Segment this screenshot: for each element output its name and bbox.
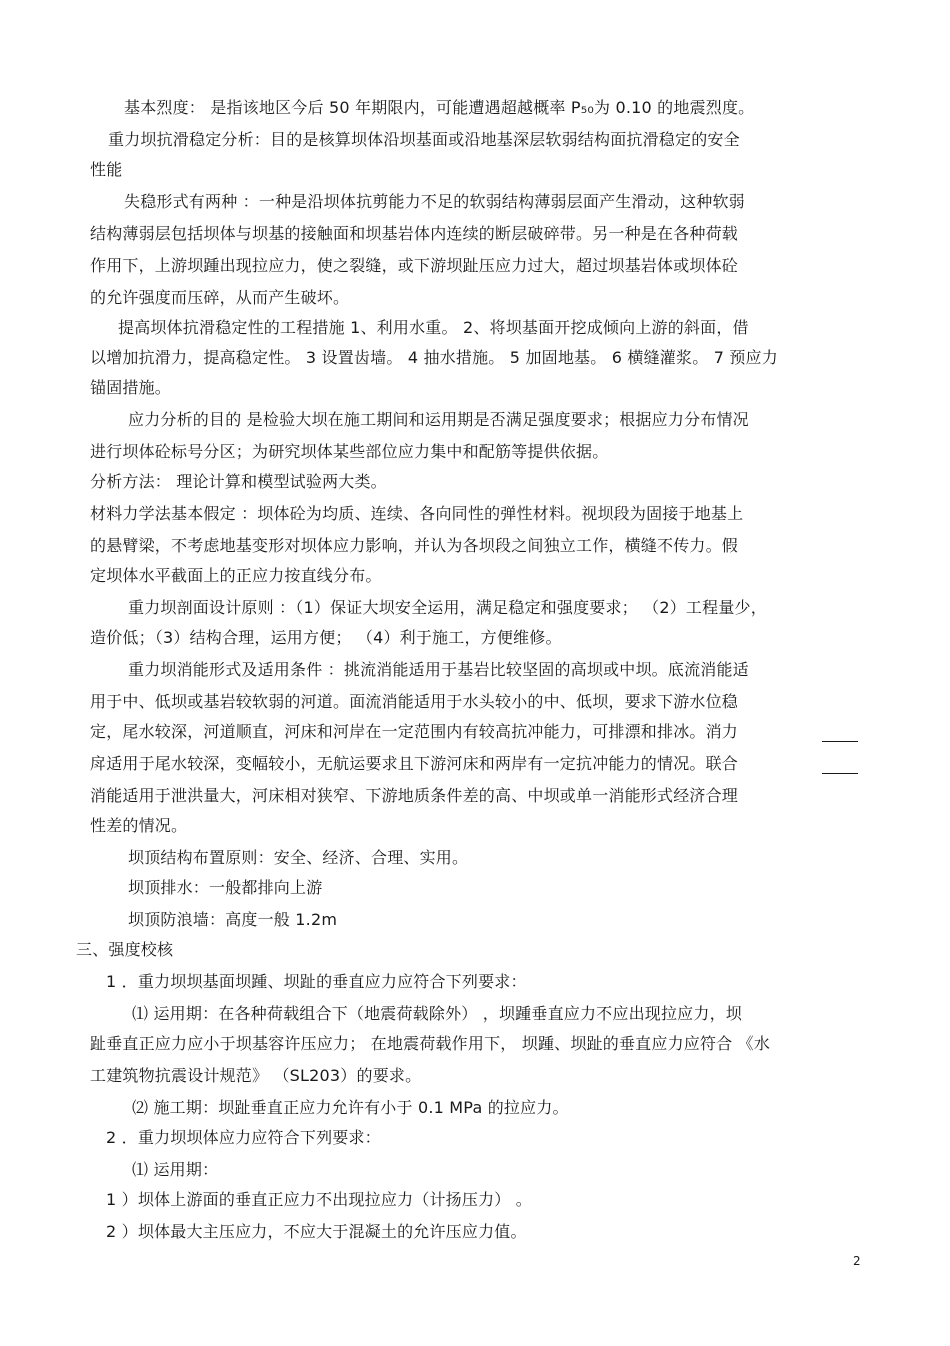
list-item: 2 ）坝体最大主压应力，不应大于混凝土的允许压应力值。 (106, 1222, 527, 1241)
paragraph-line: 进行坝体砼标号分区；为研究坝体某些部位应力集中和配筋等提供依据。 (90, 442, 609, 461)
paragraph-line: 造价低；（3）结构合理，运用方便； （4）利于施工，方便维修。 (90, 628, 562, 647)
paragraph-line: 以增加抗滑力，提高稳定性。 3 设置齿墙。 4 抽水措施。 5 加固地基。 6 横缝灌浆。 7 预应力 (90, 348, 778, 367)
paragraph-seismic-intensity: 基本烈度： 是指该地区今后 50 年期限内，可能遭遇超越概率 P₅₀为 0.10 的地震烈度。 (124, 98, 755, 117)
underline-mark (822, 741, 858, 742)
paragraph-line: 作用下，上游坝踵出现拉应力，使之裂缝，或下游坝趾压应力过大，超过坝基岩体或坝体砼 (90, 256, 739, 275)
paragraph-line: 定，尾水较深，河道顺直，河床和河岸在一定范围内有较高抗冲能力，可排漂和排冰。消力 (90, 722, 739, 741)
paragraph-material-mechanics: 材料力学法基本假定 ：坝体砼为均质、连续、各向同性的弹性材料。视坝段为固接于地基上 (90, 504, 744, 523)
paragraph-line: 的允许强度而压碎，从而产生破坏。 (90, 288, 350, 307)
paragraph-line: 的悬臂梁，不考虑地基变形对坝体应力影响，并认为各坝段之间独立工作，横缝不传力。假 (90, 536, 739, 555)
paragraph-line: 锚固措施。 (90, 378, 172, 397)
paragraph-line: 戽适用于尾水较深，变幅较小，无航运要求且下游河床和两岸有一定抗冲能力的情况。联合 (90, 754, 739, 773)
section-heading-strength-check: 三、强度校核 (76, 940, 174, 959)
paragraph-failure-modes: 失稳形式有两种 ：一种是沿坝体抗剪能力不足的软弱结构薄弱层面产生滑动，这种软弱 (124, 192, 745, 211)
paragraph-line: 性能 (90, 160, 123, 179)
paragraph-line: 结构薄弱层包括坝体与坝基的接触面和坝基岩体内连续的断层破碎带。另一种是在各种荷载 (90, 224, 739, 243)
paragraph-profile-design: 重力坝剖面设计原则 ：（1）保证大坝安全运用，满足稳定和强度要求； （2）工程量少， (128, 598, 767, 617)
paragraph-stress-analysis-purpose: 应力分析的目的 是检验大坝在施工期间和运用期是否满足强度要求；根据应力分布情况 (128, 410, 749, 429)
paragraph-energy-dissipation: 重力坝消能形式及适用条件 ：挑流消能适用于基岩比较坚固的高坝或中坝。底流消能适 (128, 660, 749, 679)
paragraph-line: 工建筑物抗震设计规范》 （SL203）的要求。 (90, 1066, 422, 1085)
list-item: ⑵ 施工期：坝趾垂直正应力允许有小于 0.1 MPa 的拉应力。 (132, 1098, 569, 1117)
list-item: 1 ．重力坝坝基面坝踵、坝趾的垂直应力应符合下列要求： (106, 972, 527, 991)
paragraph-crest-drainage: 坝顶排水：一般都排向上游 (128, 878, 323, 897)
paragraph-stability-analysis: 重力坝抗滑稳定分析：目的是核算坝体沿坝基面或沿地基深层软弱结构面抗滑稳定的安全 (108, 130, 740, 149)
paragraph-wave-wall: 坝顶防浪墙：高度一般 1.2m (128, 910, 338, 929)
paragraph-line: 用于中、低坝或基岩较软弱的河道。面流消能适用于水头较小的中、低坝，要求下游水位稳 (90, 692, 739, 711)
paragraph-stability-measures: 提高坝体抗滑稳定性的工程措施 1、利用水重。 2、将坝基面开挖成倾向上游的斜面，借 (118, 318, 749, 337)
list-item: 1 ）坝体上游面的垂直正应力不出现拉应力（计扬压力） 。 (106, 1190, 532, 1209)
paragraph-crest-layout: 坝顶结构布置原则：安全、经济、合理、实用。 (128, 848, 469, 867)
list-item: ⑴ 运用期： (132, 1160, 219, 1179)
paragraph-line: 定坝体水平截面上的正应力按直线分布。 (90, 566, 382, 585)
paragraph-line: 趾垂直正应力应小于坝基容许压应力； 在地震荷载作用下， 坝踵、坝趾的垂直应力应符合 《水 (90, 1034, 771, 1053)
list-item: ⑴ 运用期：在各种荷载组合下（地震荷载除外） ，坝踵垂直应力不应出现拉应力，坝 (132, 1004, 742, 1023)
paragraph-line: 性差的情况。 (90, 816, 188, 835)
list-item: 2 ．重力坝坝体应力应符合下列要求： (106, 1128, 381, 1147)
paragraph-analysis-methods: 分析方法： 理论计算和模型试验两大类。 (90, 472, 387, 491)
paragraph-line: 消能适用于泄洪量大，河床相对狭窄、下游地质条件差的高、中坝或单一消能形式经济合理 (90, 786, 739, 805)
underline-mark (822, 773, 858, 774)
page-number: 2 (853, 1254, 861, 1268)
